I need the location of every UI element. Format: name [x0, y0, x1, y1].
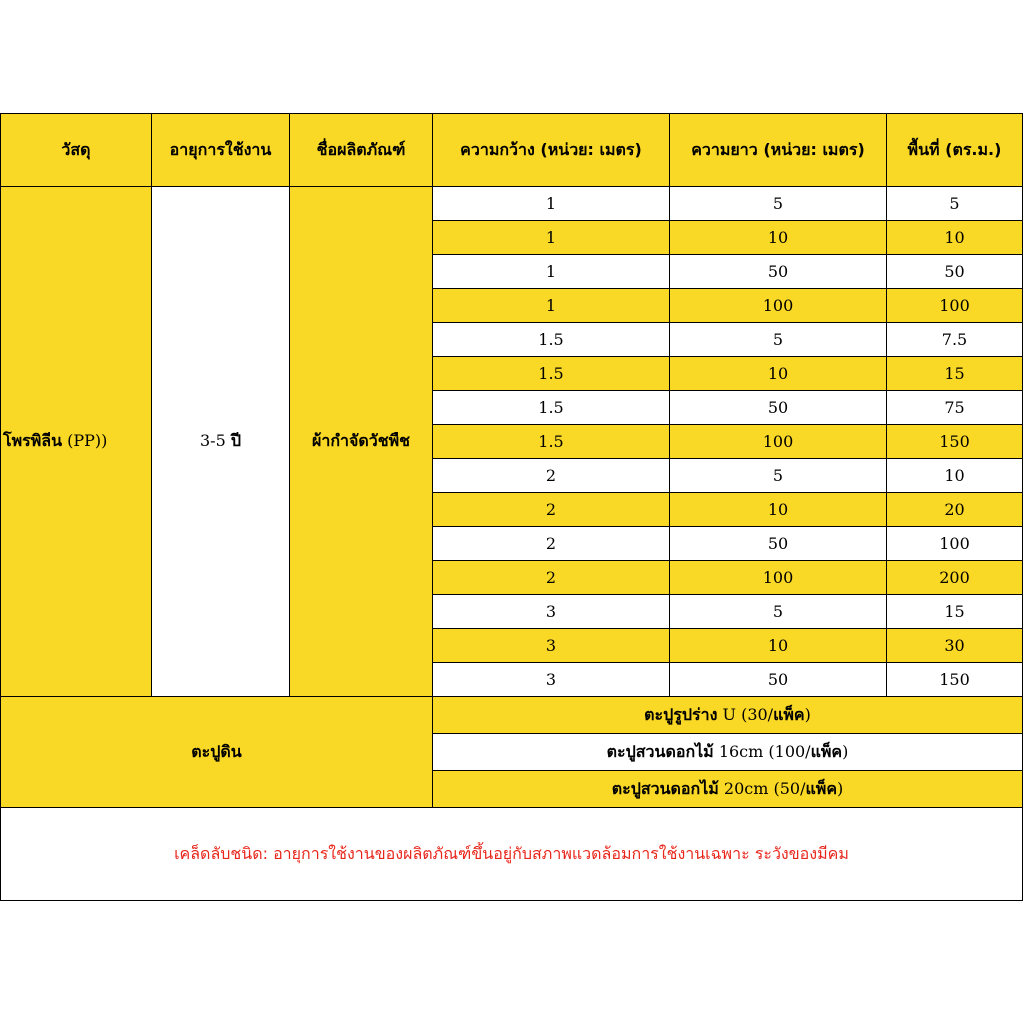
accessory-close: ) — [804, 704, 811, 724]
area-cell: 150 — [887, 663, 1023, 697]
accessory-close: ) — [842, 741, 849, 761]
accessory-name: ตะปูสวนดอกไม้ — [606, 741, 714, 761]
area-cell: 10 — [887, 221, 1023, 255]
header-material: วัสดุ — [1, 114, 152, 187]
accessory-row — [1, 697, 1023, 734]
width-cell: 2 — [433, 527, 670, 561]
length-cell: 50 — [670, 255, 887, 289]
width-cell: 3 — [433, 629, 670, 663]
width-cell: 1.5 — [433, 357, 670, 391]
area-cell: 200 — [887, 561, 1023, 595]
length-cell: 50 — [670, 391, 887, 425]
table-body — [1, 114, 1023, 901]
width-cell: 3 — [433, 663, 670, 697]
accessory-unit: แพ็ค — [805, 778, 838, 798]
width-cell: 1.5 — [433, 391, 670, 425]
lifespan-num: 3-5 — [199, 431, 226, 450]
area-cell: 100 — [887, 289, 1023, 323]
table-row — [1, 187, 1023, 221]
area-cell: 30 — [887, 629, 1023, 663]
area-cell: 75 — [887, 391, 1023, 425]
header-product: ชื่อผลิตภัณฑ์ — [290, 114, 433, 187]
area-cell: 50 — [887, 255, 1023, 289]
length-cell: 10 — [670, 357, 887, 391]
length-cell: 100 — [670, 425, 887, 459]
area-cell: 15 — [887, 595, 1023, 629]
width-cell: 2 — [433, 459, 670, 493]
area-cell: 150 — [887, 425, 1023, 459]
header-area: พื้นที่ (ตร.ม.) — [887, 114, 1023, 187]
note-text: เคล็ดลับชนิด: อายุการใช้งานของผลิตภัณฑ์ขึ้นอยู่กับสภาพแวดล้อมการใช้งานเฉพาะ ระวังของมีคม — [1, 808, 1023, 901]
area-cell: 20 — [887, 493, 1023, 527]
length-cell: 10 — [670, 221, 887, 255]
header-lifespan: อายุการใช้งาน — [152, 114, 290, 187]
length-cell: 10 — [670, 629, 887, 663]
product-cell: ผ้ากำจัดวัชพืช — [290, 187, 433, 697]
width-cell: 3 — [433, 595, 670, 629]
accessory-item-cell — [433, 697, 1023, 734]
material-cell — [1, 187, 152, 697]
accessory-close: ) — [837, 778, 844, 798]
accessory-name: ตะปูสวนดอกไม้ — [611, 778, 719, 798]
length-cell: 100 — [670, 289, 887, 323]
header-length: ความยาว (หน่วย: เมตร) — [670, 114, 887, 187]
accessory-name: ตะปูรูปร่าง — [644, 704, 718, 724]
width-cell: 1.5 — [433, 323, 670, 357]
length-cell: 10 — [670, 493, 887, 527]
width-cell: 1 — [433, 289, 670, 323]
length-cell: 5 — [670, 323, 887, 357]
accessory-spec: U (30/ — [722, 704, 774, 724]
length-cell: 100 — [670, 561, 887, 595]
lifespan-unit: ปี — [230, 431, 241, 450]
area-cell: 15 — [887, 357, 1023, 391]
length-cell: 5 — [670, 459, 887, 493]
area-cell: 5 — [887, 187, 1023, 221]
area-cell: 10 — [887, 459, 1023, 493]
width-cell: 2 — [433, 561, 670, 595]
material-name: โพรพิลีน — [3, 431, 63, 450]
length-cell: 50 — [670, 527, 887, 561]
width-cell: 1 — [433, 255, 670, 289]
width-cell: 2 — [433, 493, 670, 527]
accessory-spec: 20cm (50/ — [723, 778, 806, 798]
note-row — [1, 808, 1023, 901]
lifespan-cell — [152, 187, 290, 697]
length-cell: 5 — [670, 187, 887, 221]
material-code: (PP)) — [67, 431, 108, 450]
accessory-spec: 16cm (100/ — [718, 741, 811, 761]
width-cell: 1 — [433, 221, 670, 255]
header-row — [1, 114, 1023, 187]
width-cell: 1 — [433, 187, 670, 221]
product-spec-table — [0, 113, 1023, 901]
accessory-unit: แพ็ค — [810, 741, 843, 761]
header-width: ความกว้าง (หน่วย: เมตร) — [433, 114, 670, 187]
accessory-item-cell — [433, 734, 1023, 771]
accessory-unit: แพ็ค — [773, 704, 805, 724]
width-cell: 1.5 — [433, 425, 670, 459]
accessory-item-cell — [433, 771, 1023, 808]
length-cell: 50 — [670, 663, 887, 697]
accessory-label-cell: ตะปูดิน — [1, 697, 433, 808]
area-cell: 100 — [887, 527, 1023, 561]
length-cell: 5 — [670, 595, 887, 629]
area-cell: 7.5 — [887, 323, 1023, 357]
